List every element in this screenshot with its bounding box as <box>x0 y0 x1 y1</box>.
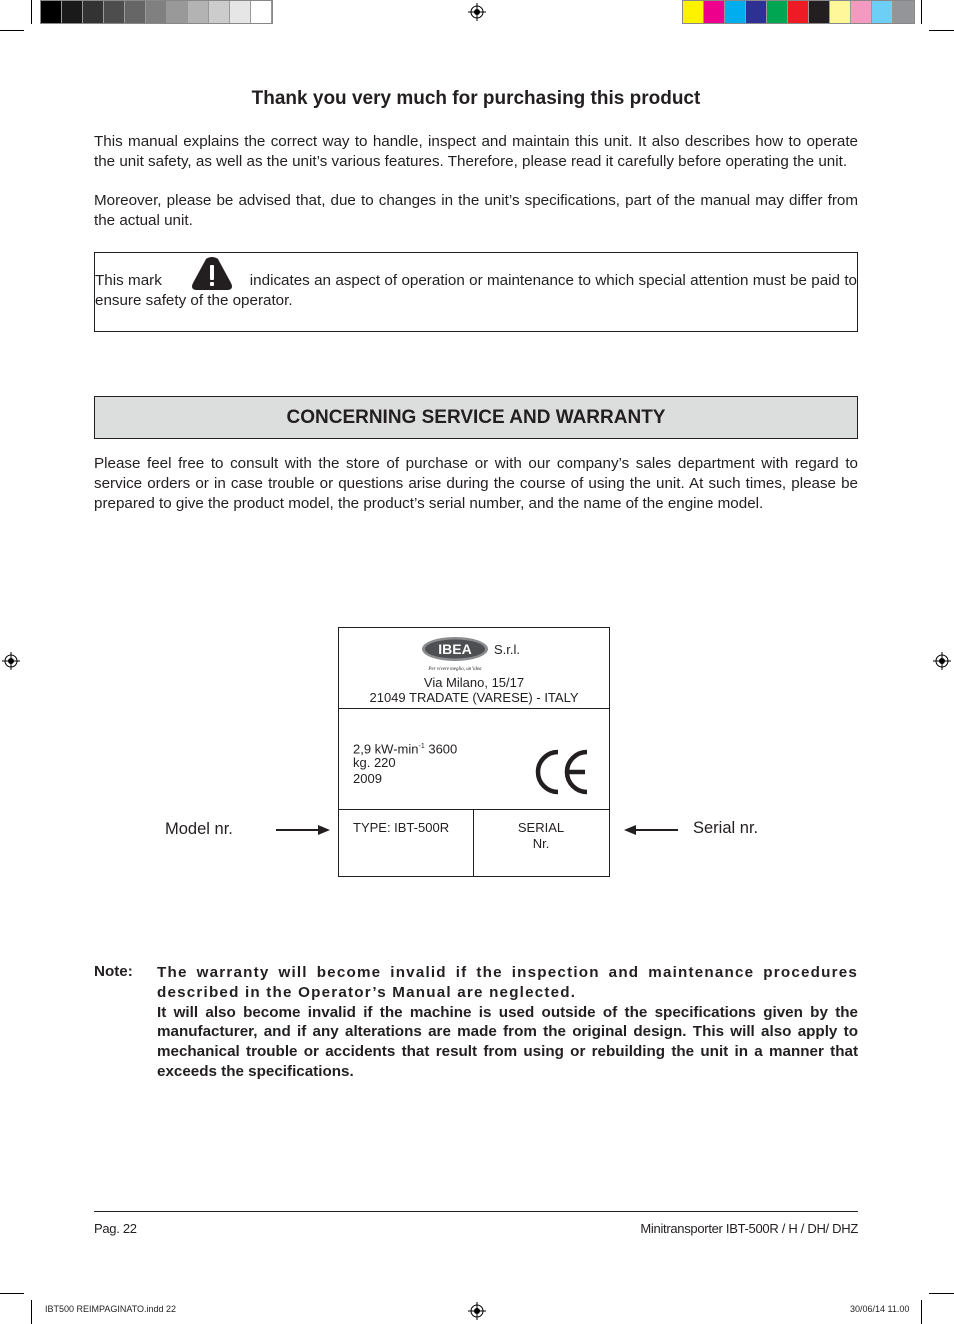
gray-swatch <box>251 1 272 23</box>
gray-swatch <box>146 1 167 23</box>
year: 2009 <box>353 771 382 786</box>
safety-mark-prefix: This mark <box>95 272 162 289</box>
gray-swatch <box>125 1 146 23</box>
product-nameplate <box>338 627 610 877</box>
crop-mark <box>921 1300 922 1324</box>
color-swatch <box>872 1 893 23</box>
note-label: Note: <box>94 963 133 980</box>
cmyk-color-bar <box>682 0 915 24</box>
right-arrow-icon <box>276 824 330 836</box>
color-swatch <box>893 1 914 23</box>
slug-date: 30/06/14 11.00 <box>850 1304 910 1314</box>
crop-mark <box>0 1293 24 1294</box>
gray-swatch <box>104 1 125 23</box>
product-name: Minitransporter IBT-500R / H / DH/ DHZ <box>640 1221 858 1236</box>
brand-tagline: Per vivere meglio, un’idea <box>428 667 482 672</box>
crop-mark <box>929 30 954 31</box>
color-swatch <box>809 1 830 23</box>
footer-rule <box>94 1211 858 1212</box>
serial-nr-label: Nr. <box>532 836 550 851</box>
grayscale-color-bar <box>40 0 273 24</box>
serial-callout: Serial nr. <box>693 819 759 837</box>
color-swatch <box>830 1 851 23</box>
note-body <box>157 963 858 1082</box>
intro-paragraph-2: Moreover, please be advised that, due to changes in the unit’s specifications, part of the manual may differ from the actual unit. <box>94 192 858 229</box>
gray-swatch <box>188 1 209 23</box>
intro-paragraph-1: This manual explains the correct way to handle, inspect and maintain this unit. It also describes how to operate the unit safety, as well as the unit’s various features. Therefore, please read it carefully before operating the unit. <box>94 133 858 170</box>
warning-icon <box>190 256 234 292</box>
ibea-logo <box>421 635 489 673</box>
crop-mark <box>31 1300 32 1324</box>
registration-mark-icon <box>2 652 20 670</box>
page-title: Thank you very much for purchasing this product <box>251 88 701 109</box>
gray-swatch <box>41 1 62 23</box>
color-swatch <box>851 1 872 23</box>
section-heading: CONCERNING SERVICE AND WARRANTY <box>94 396 858 439</box>
page-number: Pag. 22 <box>94 1221 137 1236</box>
weight: kg. 220 <box>353 755 396 770</box>
crop-mark <box>921 0 922 24</box>
address-line-2: 21049 TRADATE (VARESE) - ITALY <box>369 690 579 705</box>
color-swatch <box>746 1 767 23</box>
color-swatch <box>683 1 704 23</box>
color-swatch <box>788 1 809 23</box>
model-type: TYPE: IBT-500R <box>353 820 450 835</box>
note-line-1: The warranty will become invalid if the inspection and maintenance procedures described in the Operator’s Manual are neglected. <box>157 964 858 1001</box>
slug-file: IBT500 REIMPAGINATO.indd 22 <box>45 1304 177 1314</box>
safety-mark-suffix: indicates an aspect of operation or maintenance to which special attention must be paid to ensure safety of the operator. <box>95 272 857 309</box>
color-swatch <box>767 1 788 23</box>
brand-text: IBEA <box>438 641 472 657</box>
ce-mark-icon <box>533 748 591 796</box>
registration-mark-icon <box>468 1302 486 1320</box>
model-callout: Model nr. <box>165 820 233 838</box>
gray-swatch <box>83 1 104 23</box>
company-suffix: S.r.l. <box>494 642 521 657</box>
serial-label: SERIAL <box>517 820 565 835</box>
left-arrow-icon <box>624 824 678 836</box>
gray-swatch <box>167 1 188 23</box>
color-swatch <box>704 1 725 23</box>
color-swatch <box>725 1 746 23</box>
address-line-1: Via Milano, 15/17 <box>423 675 525 690</box>
note-line-2: It will also become invalid if the machine is used outside of the specifications given by the manufacturer, and if any alterations are made from the original design. This will also apply to mechanical trouble or accidents that result from using or rebuilding the unit in a manner that exceeds the specifications. <box>157 1003 858 1080</box>
crop-mark <box>929 1293 954 1294</box>
registration-mark-icon <box>468 3 486 21</box>
plate-divider <box>339 809 609 810</box>
crop-mark <box>0 30 24 31</box>
registration-mark-icon <box>933 652 951 670</box>
plate-divider <box>339 708 609 709</box>
gray-swatch <box>209 1 230 23</box>
gray-swatch <box>62 1 83 23</box>
service-paragraph: Please feel free to consult with the store of purchase or with our company’s sales department with regard to service orders or in case trouble or questions arise during the course of using the unit. At such times, please be prepared to give the product model, the product’s serial number, and the name of the engine model. <box>94 455 858 512</box>
power-rating: 2,9 $kW-\min^{-1}$ 3600 <box>353 741 458 757</box>
gray-swatch <box>230 1 251 23</box>
crop-mark <box>31 0 32 24</box>
